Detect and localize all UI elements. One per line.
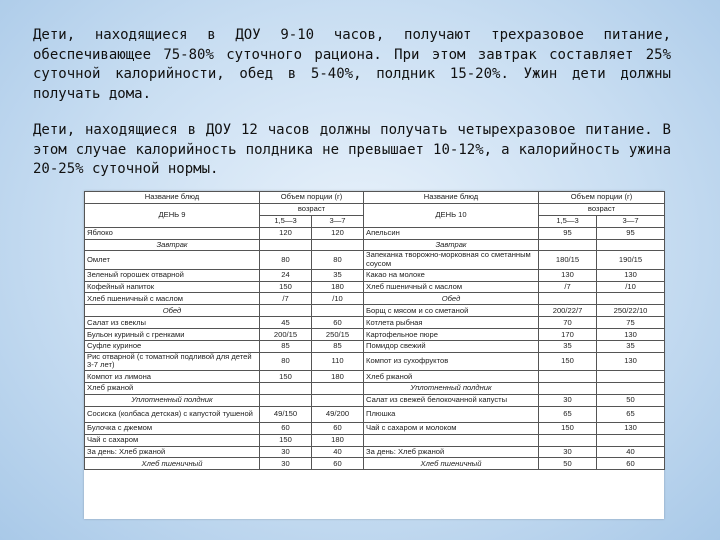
section-heading: Хлеб пшеничный xyxy=(85,458,260,470)
dish-name-cell: Булочка с джемом xyxy=(85,422,260,434)
portion-cell: 120 xyxy=(260,227,312,239)
table-row xyxy=(85,458,665,470)
section-heading: Хлеб пшеничный xyxy=(364,458,539,470)
table-row xyxy=(85,352,665,370)
portion-cell: 250/22/10 xyxy=(597,305,665,317)
portion-cell: /10 xyxy=(312,293,364,305)
portion-cell: 49/200 xyxy=(312,406,364,422)
portion-cell xyxy=(597,371,665,383)
dish-name-cell: Яблоко xyxy=(85,227,260,239)
portion-cell xyxy=(597,382,665,394)
portion-cell: 85 xyxy=(260,340,312,352)
portion-cell: 30 xyxy=(260,458,312,470)
header-age-1-left: 1,5—3 xyxy=(260,215,312,227)
portion-cell: 60 xyxy=(312,458,364,470)
portion-cell: 250/15 xyxy=(312,329,364,341)
portion-cell: 80 xyxy=(312,251,364,269)
table-row xyxy=(85,317,665,329)
header-age-left: возраст xyxy=(260,203,364,215)
portion-cell: /7 xyxy=(260,293,312,305)
paragraph-four-meals: Дети, находящиеся в ДОУ 12 часов должны получать четырехразовое питание. В этом случае калорийность полдника не превышает 10-12%, а калорийность ужина 20-25% суточной нормы. xyxy=(33,122,671,178)
portion-cell: 60 xyxy=(312,422,364,434)
header-dish-name-left: Название блюд xyxy=(85,192,260,204)
portion-cell: /10 xyxy=(597,281,665,293)
dish-name-cell: Кофейный напиток xyxy=(85,281,260,293)
portion-cell: 45 xyxy=(260,317,312,329)
dish-name-cell: Хлеб ржаной xyxy=(85,382,260,394)
dish-name-cell: Бульон куриный с гренками xyxy=(85,329,260,341)
portion-cell: 40 xyxy=(597,446,665,458)
header-age-2-right: 3—7 xyxy=(597,215,665,227)
table-row xyxy=(85,329,665,341)
portion-cell: 180/15 xyxy=(539,251,597,269)
portion-cell: 75 xyxy=(597,317,665,329)
portion-cell xyxy=(539,371,597,383)
dish-name-cell: За день: Хлеб ржаной xyxy=(364,446,539,458)
portion-cell xyxy=(539,382,597,394)
menu-table xyxy=(84,191,665,470)
dish-name-cell: Плюшка xyxy=(364,406,539,422)
portion-cell: 180 xyxy=(312,281,364,293)
portion-cell: 150 xyxy=(539,422,597,434)
portion-cell: 70 xyxy=(539,317,597,329)
portion-cell: 49/150 xyxy=(260,406,312,422)
dish-name-cell: Хлеб ржаной xyxy=(364,371,539,383)
portion-cell: 200/22/7 xyxy=(539,305,597,317)
portion-cell: 50 xyxy=(539,458,597,470)
table-row xyxy=(85,281,665,293)
header-day-10: ДЕНЬ 10 xyxy=(364,203,539,227)
portion-cell: 130 xyxy=(597,352,665,370)
portion-cell xyxy=(597,434,665,446)
section-heading: Уплотненный полдник xyxy=(364,382,539,394)
portion-cell xyxy=(312,305,364,317)
portion-cell: 180 xyxy=(312,371,364,383)
portion-cell: 110 xyxy=(312,352,364,370)
header-portion-right: Объем порции (г) xyxy=(539,192,665,204)
portion-cell: 120 xyxy=(312,227,364,239)
portion-cell: 30 xyxy=(539,394,597,406)
header-age-2-left: 3—7 xyxy=(312,215,364,227)
table-row xyxy=(85,251,665,269)
section-heading: Обед xyxy=(85,305,260,317)
dish-name-cell: Зеленый горошек отварной xyxy=(85,269,260,281)
dish-name-cell: Хлеб пшеничный с маслом xyxy=(85,293,260,305)
portion-cell: 200/15 xyxy=(260,329,312,341)
portion-cell: 60 xyxy=(597,458,665,470)
table-row xyxy=(85,227,665,239)
dish-name-cell: Компот из сухофруктов xyxy=(364,352,539,370)
portion-cell: 150 xyxy=(539,352,597,370)
table-row xyxy=(85,269,665,281)
portion-cell xyxy=(312,382,364,394)
table-row xyxy=(85,293,665,305)
portion-cell: 35 xyxy=(312,269,364,281)
portion-cell: 35 xyxy=(539,340,597,352)
portion-cell: 190/15 xyxy=(597,251,665,269)
section-heading: Завтрак xyxy=(85,239,260,251)
dish-name-cell: Котлета рыбная xyxy=(364,317,539,329)
menu-table-container xyxy=(84,191,664,519)
portion-cell: 35 xyxy=(597,340,665,352)
dish-name-cell: Салат из свеклы xyxy=(85,317,260,329)
dish-name-cell: Хлеб пшеничный с маслом xyxy=(364,281,539,293)
dish-name-cell: Суфле куриное xyxy=(85,340,260,352)
portion-cell xyxy=(312,239,364,251)
table-row xyxy=(85,446,665,458)
dish-name-cell: Борщ с мясом и со сметаной xyxy=(364,305,539,317)
table-row xyxy=(85,382,665,394)
table-row xyxy=(85,422,665,434)
header-dish-name-right: Название блюд xyxy=(364,192,539,204)
portion-cell: 130 xyxy=(539,269,597,281)
header-portion-left: Объем порции (г) xyxy=(260,192,364,204)
section-heading: Завтрак xyxy=(364,239,539,251)
portion-cell: 130 xyxy=(597,269,665,281)
portion-cell xyxy=(312,394,364,406)
portion-cell xyxy=(260,382,312,394)
portion-cell: 30 xyxy=(260,446,312,458)
portion-cell: 30 xyxy=(539,446,597,458)
paragraph-three-meals: Дети, находящиеся в ДОУ 9-10 часов, получают трехразовое питание, обеспечивающее 75-80% суточного рациона. При этом завтрак составляет 25% суточной калорийности, обед в 5-40%, полдник 15-20%. Ужин дети должны получать дома. xyxy=(33,27,671,102)
dish-name-cell: Омлет xyxy=(85,251,260,269)
header-age-1-right: 1,5—3 xyxy=(539,215,597,227)
portion-cell: /7 xyxy=(539,281,597,293)
portion-cell: 150 xyxy=(260,281,312,293)
portion-cell xyxy=(260,394,312,406)
dish-name-cell: Компот из лимона xyxy=(85,371,260,383)
portion-cell: 95 xyxy=(597,227,665,239)
dish-name-cell: Салат из свежей белокочанной капусты xyxy=(364,394,539,406)
dish-name-cell: Запеканка творожно-морковная со сметанным соусом xyxy=(364,251,539,269)
table-row xyxy=(85,305,665,317)
dish-name-cell: За день: Хлеб ржаной xyxy=(85,446,260,458)
dish-name-cell: Рис отварной (с томатной подливой для детей 3-7 лет) xyxy=(85,352,260,370)
portion-cell xyxy=(539,434,597,446)
table-row xyxy=(85,406,665,422)
dish-name-cell xyxy=(364,434,539,446)
dish-name-cell: Чай с сахаром и молоком xyxy=(364,422,539,434)
portion-cell: 170 xyxy=(539,329,597,341)
portion-cell xyxy=(539,293,597,305)
portion-cell: 24 xyxy=(260,269,312,281)
portion-cell: 130 xyxy=(597,329,665,341)
portion-cell: 180 xyxy=(312,434,364,446)
dish-name-cell: Чай с сахаром xyxy=(85,434,260,446)
header-age-right: возраст xyxy=(539,203,665,215)
dish-name-cell: Апельсин xyxy=(364,227,539,239)
dish-name-cell: Какао на молоке xyxy=(364,269,539,281)
portion-cell: 40 xyxy=(312,446,364,458)
table-row xyxy=(85,434,665,446)
portion-cell: 65 xyxy=(597,406,665,422)
portion-cell: 150 xyxy=(260,434,312,446)
portion-cell xyxy=(539,239,597,251)
portion-cell xyxy=(597,239,665,251)
dish-name-cell: Сосиска (колбаса детская) с капустой тушеной xyxy=(85,406,260,422)
section-heading: Уплотненный полдник xyxy=(85,394,260,406)
portion-cell: 85 xyxy=(312,340,364,352)
portion-cell: 60 xyxy=(312,317,364,329)
portion-cell: 80 xyxy=(260,251,312,269)
portion-cell: 80 xyxy=(260,352,312,370)
table-row xyxy=(85,239,665,251)
portion-cell: 60 xyxy=(260,422,312,434)
portion-cell xyxy=(597,293,665,305)
table-row xyxy=(85,340,665,352)
section-heading: Обед xyxy=(364,293,539,305)
portion-cell: 95 xyxy=(539,227,597,239)
table-row xyxy=(85,371,665,383)
dish-name-cell: Помидор свежий xyxy=(364,340,539,352)
portion-cell xyxy=(260,305,312,317)
portion-cell: 65 xyxy=(539,406,597,422)
portion-cell: 50 xyxy=(597,394,665,406)
dish-name-cell: Картофельное пюре xyxy=(364,329,539,341)
portion-cell xyxy=(260,239,312,251)
portion-cell: 130 xyxy=(597,422,665,434)
portion-cell: 150 xyxy=(260,371,312,383)
table-row xyxy=(85,394,665,406)
header-day-9: ДЕНЬ 9 xyxy=(85,203,260,227)
